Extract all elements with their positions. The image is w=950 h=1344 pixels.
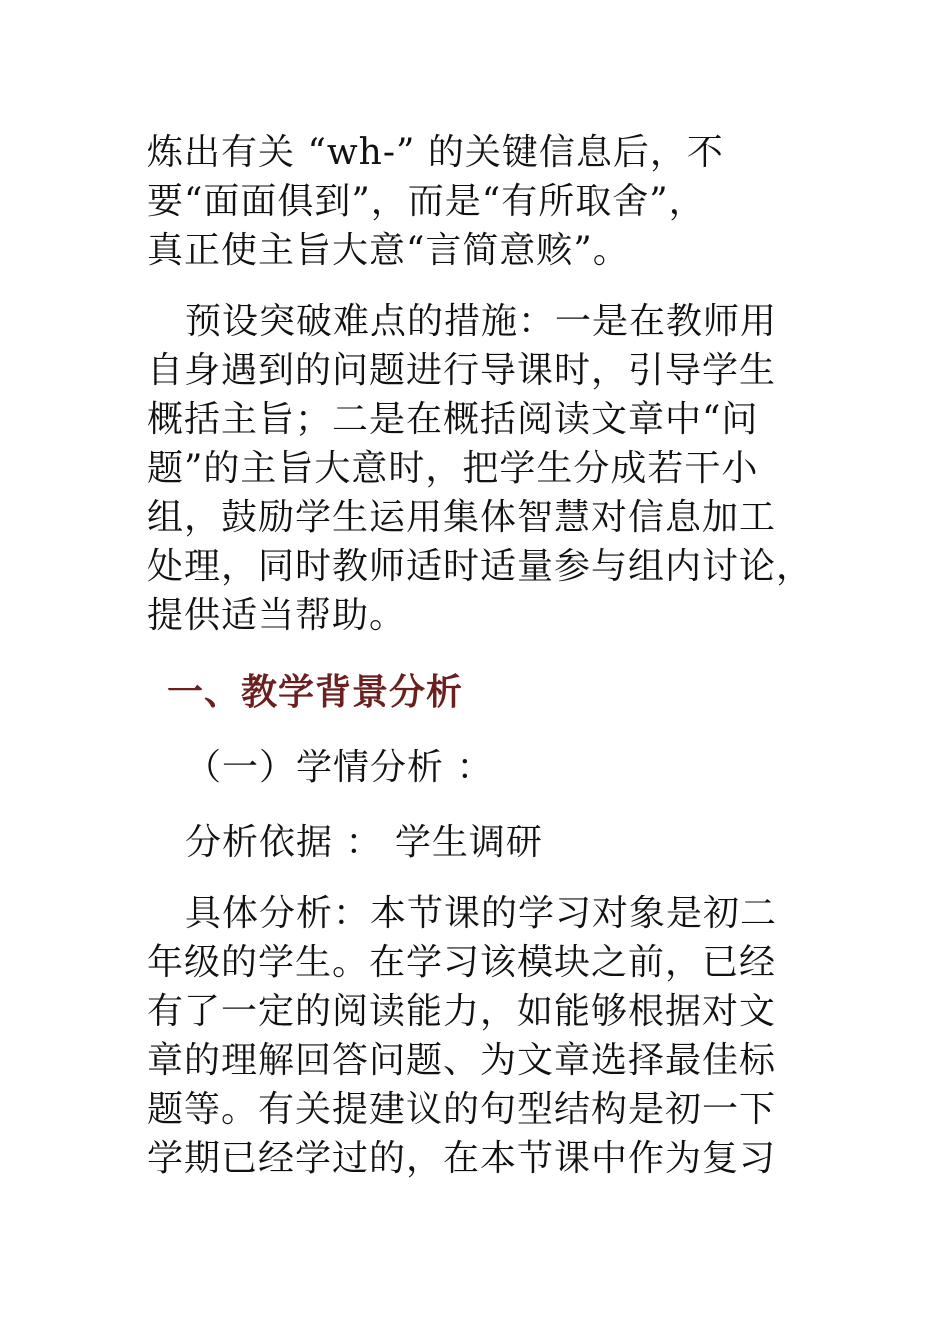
text-line: 自身遇到的问题进行导课时，引导学生 bbox=[147, 350, 777, 391]
analysis-basis-line: 分析依据 ： 学生调研 bbox=[185, 822, 543, 863]
text-line: 预设突破难点的措施：一是在教师用 bbox=[185, 301, 778, 342]
text-line: 提供适当帮助。 bbox=[147, 595, 407, 636]
paragraph-difficulty-measures bbox=[147, 297, 812, 640]
text-line: 章的理解回答问题、为文章选择最佳标 bbox=[147, 1040, 777, 1081]
text-line: 要“面面俱到”，而是“有所取舍”， bbox=[147, 181, 706, 222]
text-line: 组，鼓励学生运用集体智慧对信息加工 bbox=[147, 497, 777, 538]
text-line: 有了一定的阅读能力，如能够根据对文 bbox=[147, 991, 777, 1032]
document-page bbox=[147, 128, 812, 1183]
text-line: 学期已经学过的，在本节课中作为复习 bbox=[147, 1138, 777, 1179]
paragraph-summary-requirement bbox=[147, 128, 812, 275]
text-line: 真正使主旨大意“言简意赅”。 bbox=[147, 230, 630, 271]
text-line: 概括主旨；二是在概括阅读文章中“问 bbox=[147, 399, 759, 440]
text-line: 题等。有关提建议的句型结构是初一下 bbox=[147, 1089, 777, 1130]
text-line: 具体分析：本节课的学习对象是初二 bbox=[185, 893, 778, 934]
text-line: 处理，同时教师适时适量参与组内讨论， bbox=[147, 546, 814, 587]
section-heading: 一、教学背景分析 bbox=[167, 672, 464, 713]
text-line: 炼出有关 “wh-” 的关键信息后，不 bbox=[147, 132, 724, 173]
text-line: 题”的主旨大意时，把学生分成若干小 bbox=[147, 448, 759, 489]
subsection-heading-learner-analysis: （一）学情分析 ： bbox=[185, 747, 494, 788]
text-line: 年级的学生。在学习该模块之前，已经 bbox=[147, 942, 777, 983]
paragraph-detailed-analysis bbox=[147, 889, 812, 1183]
